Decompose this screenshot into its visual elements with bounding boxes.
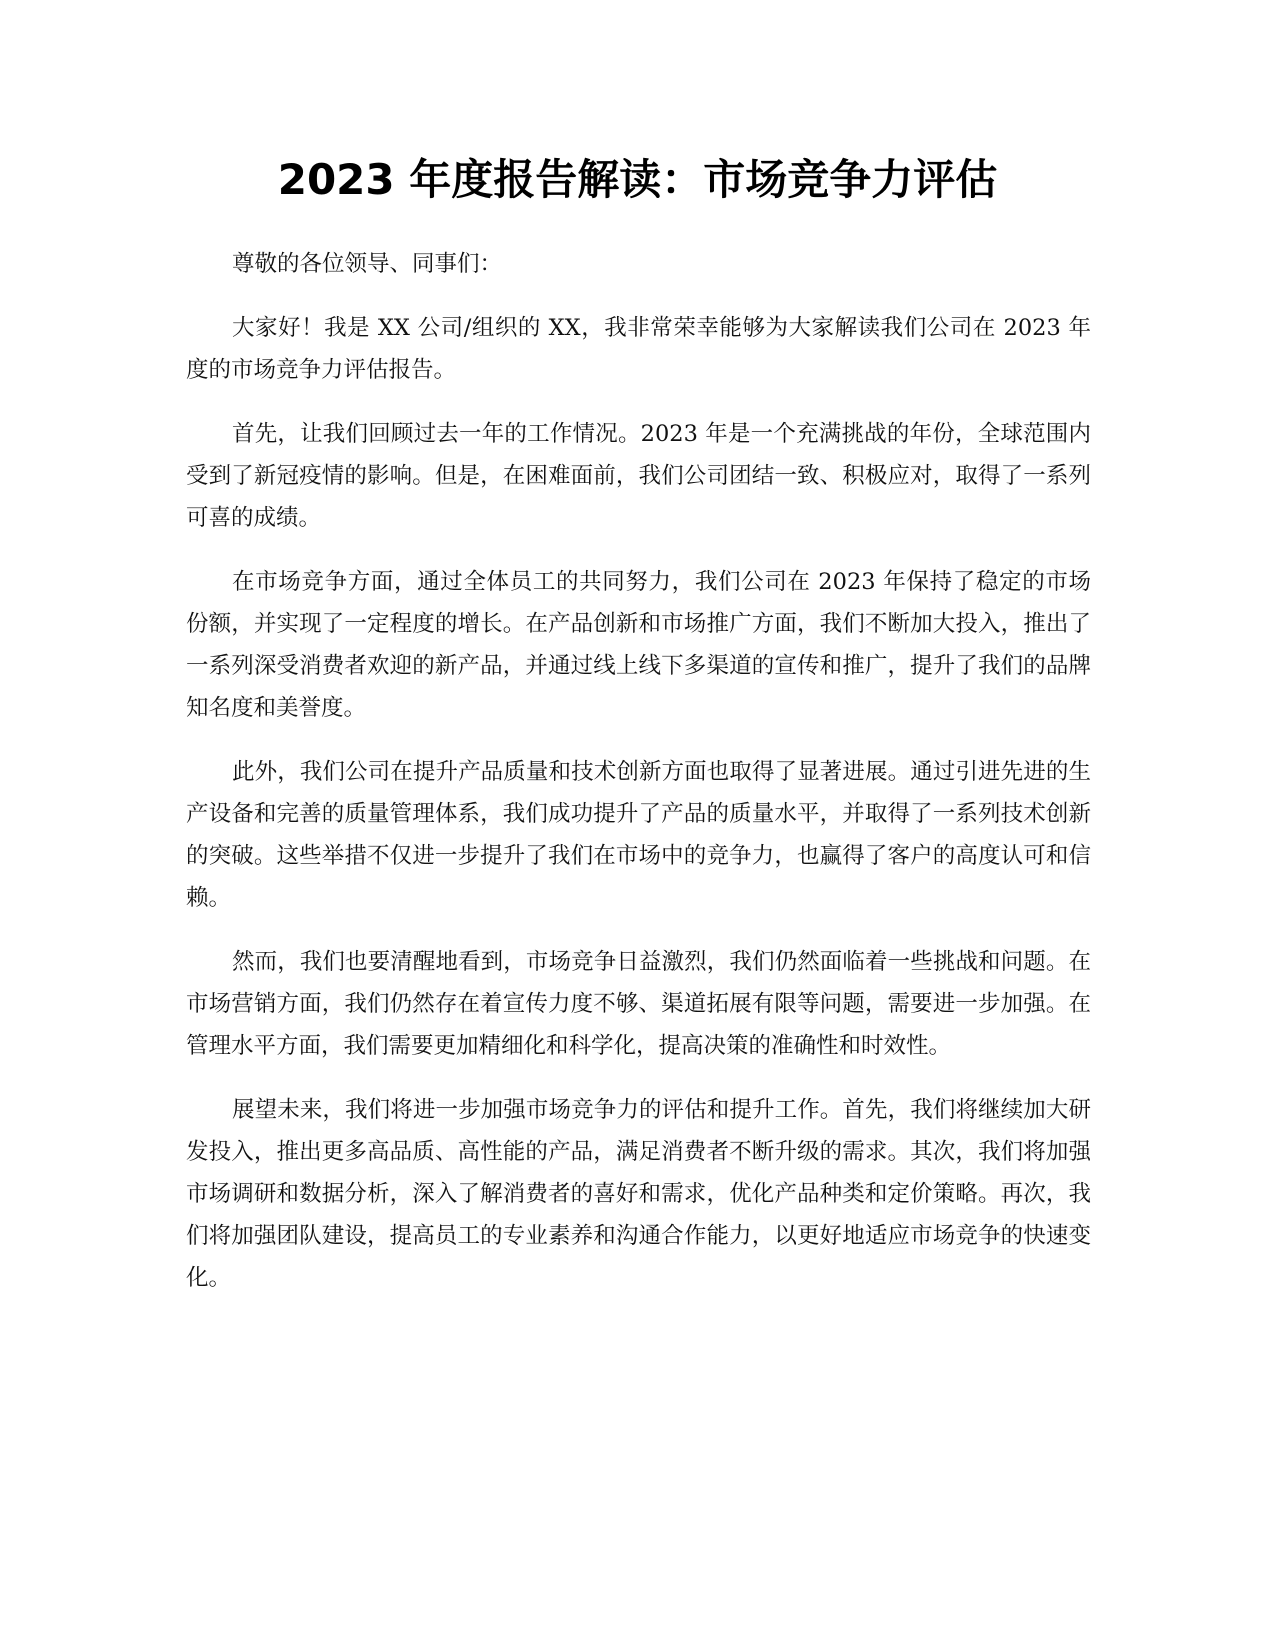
document-title: 2023 年度报告解读：市场竞争力评估 xyxy=(277,155,998,204)
paragraph-salutation: 尊敬的各位领导、同事们： xyxy=(232,251,503,277)
paragraph-market-competition: 在市场竞争方面，通过全体员工的共同努力，我们公司在 2023 年保持了稳定的市场份额，并实现了一定程度的增长。在产品创新和市场推广方面，我们不断加大投入，推出了一系列深受消费者欢迎的新产品，并通过线上线下多渠道的宣传和推广，提升了我们的品牌知名度和美誉度。 xyxy=(186,569,1091,721)
paragraph-outlook: 展望未来，我们将进一步加强市场竞争力的评估和提升工作。首先，我们将继续加大研发投入，推出更多高品质、高性能的产品，满足消费者不断升级的需求。其次，我们将加强市场调研和数据分析，深入了解消费者的喜好和需求，优化产品种类和定价策略。再次，我们将加强团队建设，提高员工的专业素养和沟通合作能力，以更好地适应市场竞争的快速变化。 xyxy=(186,1097,1091,1291)
paragraph-quality-innovation: 此外，我们公司在提升产品质量和技术创新方面也取得了显著进展。通过引进先进的生产设备和完善的质量管理体系，我们成功提升了产品的质量水平，并取得了一系列技术创新的突破。这些举措不仅进一步提升了我们在市场中的竞争力，也赢得了客户的高度认可和信赖。 xyxy=(186,759,1091,911)
paragraph-review: 首先，让我们回顾过去一年的工作情况。2023 年是一个充满挑战的年份，全球范围内受到了新冠疫情的影响。但是，在困难面前，我们公司团结一致、积极应对，取得了一系列可喜的成绩。 xyxy=(186,421,1091,531)
document-body xyxy=(186,243,1091,1321)
paragraph-challenges: 然而，我们也要清醒地看到，市场竞争日益激烈，我们仍然面临着一些挑战和问题。在市场营销方面，我们仍然存在着宣传力度不够、渠道拓展有限等问题，需要进一步加强。在管理水平方面，我们需要更加精细化和科学化，提高决策的准确性和时效性。 xyxy=(186,949,1091,1059)
paragraph-greeting: 大家好！我是 XX 公司/组织的 XX，我非常荣幸能够为大家解读我们公司在 2023 年度的市场竞争力评估报告。 xyxy=(186,315,1091,383)
